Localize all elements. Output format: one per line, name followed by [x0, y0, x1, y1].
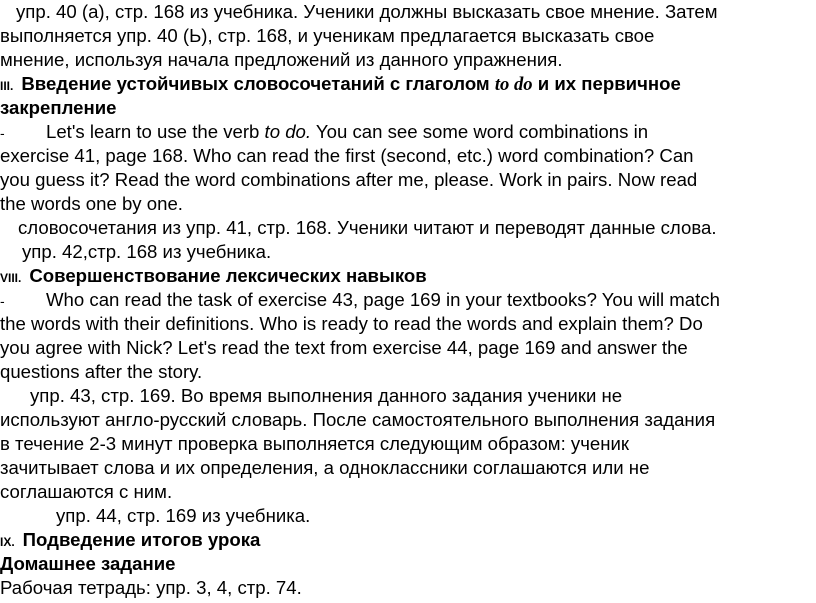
heading-verb: to do — [494, 74, 533, 95]
paragraph-line: упр. 43, стр. 169. Во время выполнения данного задания ученики не — [30, 385, 623, 406]
paragraph-line: the words with their definitions. Who is ready to read the words and explain them? Do — [0, 313, 703, 334]
paragraph-line: выполняется упр. 40 (Ь), стр. 168, и ученикам предлагается высказать свое — [0, 25, 655, 46]
italic-verb: to do. — [264, 121, 312, 142]
text-run: Let's learn to use the verb — [46, 121, 265, 142]
paragraph-line: exercise 41, page 168. Who can read the first (second, etc.) word combination? Can — [0, 145, 694, 166]
heading-text: Совершенствование лексических навыков — [29, 265, 427, 286]
paragraph-line: the words one by one. — [0, 193, 183, 214]
roman-numeral: VIII. — [0, 271, 22, 285]
paragraph-line: в течение 2-3 минут проверка выполняется следующим образом: ученик — [0, 433, 630, 454]
section-heading-ix — [0, 529, 260, 551]
paragraph-line — [0, 289, 720, 311]
paragraph-line: you agree with Nick? Let's read the text from exercise 44, page 169 and answer the — [0, 337, 688, 358]
paragraph-line: словосочетания из упр. 41, стр. 168. Ученики читают и переводят данные слова. — [18, 217, 717, 238]
paragraph-line: упр. 42,стр. 168 из учебника. — [22, 241, 272, 262]
heading-continuation: закрепление — [0, 97, 117, 118]
paragraph-line: используют англо-русский словарь. После самостоятельного выполнения задания — [0, 409, 716, 430]
paragraph-line — [0, 121, 648, 143]
section-heading-iii — [0, 73, 681, 95]
homework-title: Домашнее задание — [0, 553, 176, 574]
paragraph-line: упр. 40 (a), стр. 168 из учебника. Ученики должны высказать свое мнение. Затем — [16, 1, 718, 22]
paragraph-line: зачитывает слова и их определения, а одноклассники соглашаются или не — [0, 457, 650, 478]
paragraph-line: you guess it? Read the word combinations after me, please. Work in pairs. Now read — [0, 169, 698, 190]
paragraph-line: соглашаются с ним. — [0, 481, 173, 502]
paragraph-line: questions after the story. — [0, 361, 203, 382]
text-run: Who can read the task of exercise 43, page 169 in your textbooks? You will match — [46, 289, 720, 310]
roman-numeral: IX. — [0, 535, 15, 549]
roman-numeral: III. — [0, 79, 14, 93]
text-run: You can see some word combinations in — [311, 121, 649, 142]
heading-text: и их первичное — [537, 73, 681, 94]
heading-text: Введение устойчивых словосочетаний с глаголом — [21, 73, 490, 94]
list-dash: - — [0, 125, 5, 141]
section-heading-viii — [0, 265, 427, 287]
list-dash: - — [0, 293, 5, 309]
homework-text: Рабочая тетрадь: упр. 3, 4, стр. 74. — [0, 577, 302, 598]
paragraph-line: упр. 44, стр. 169 из учебника. — [56, 505, 311, 526]
paragraph-line: мнение, используя начала предложений из данного упражнения. — [0, 49, 563, 70]
heading-text: Подведение итогов урока — [22, 529, 261, 550]
